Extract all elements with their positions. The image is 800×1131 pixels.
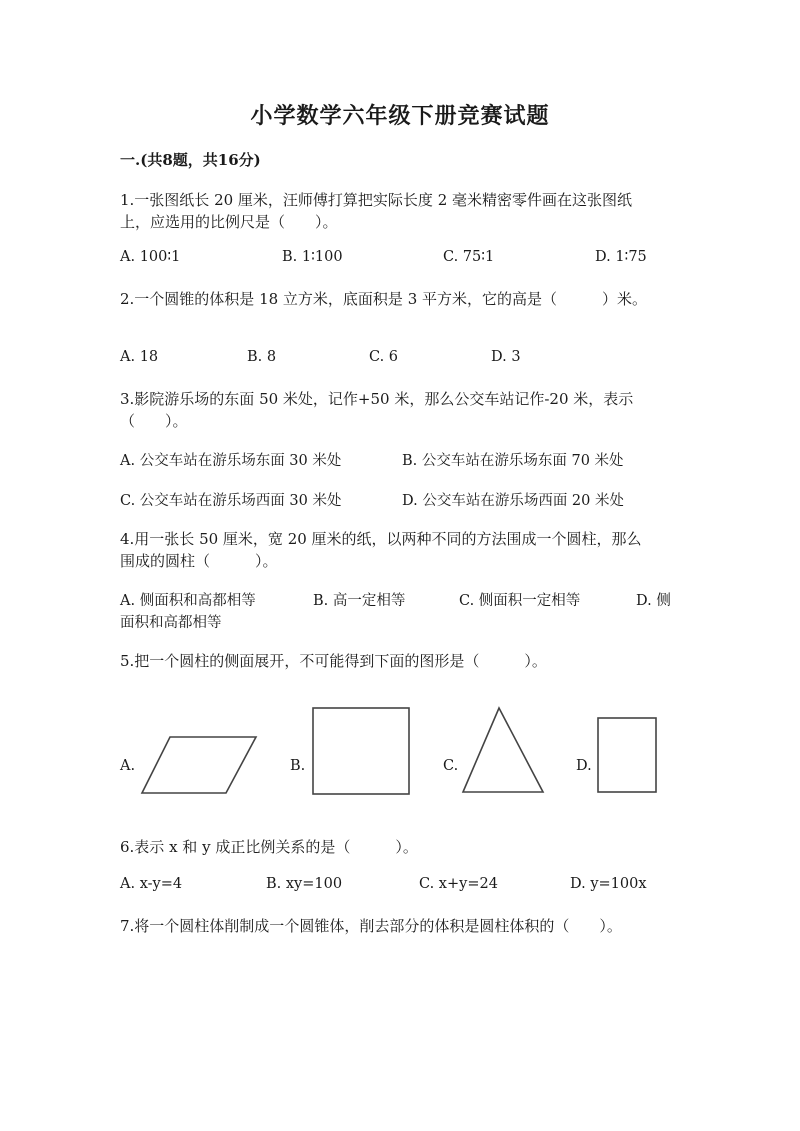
question-3-option-a: A. 公交车站在游乐场东面 30 米处 <box>120 453 342 469</box>
question-1-option-c: C. 75∶1 <box>443 249 495 265</box>
question-3-line-1: 3.影院游乐场的东面 50 米处，记作+50 米，那么公交车站记作-20 米，表示 <box>120 390 634 408</box>
question-3-option-b: B. 公交车站在游乐场东面 70 米处 <box>402 453 624 469</box>
question-5-line-1: 5.把一个圆柱的侧面展开，不可能得到下面的图形是（ ）。 <box>120 652 547 670</box>
section-heading: 一.(共8题，共16分) <box>120 151 261 169</box>
question-6-option-d: D. y=100x <box>570 876 647 892</box>
question-5-option-c: C. <box>443 758 459 774</box>
question-7-line-1: 7.将一个圆柱体削制成一个圆锥体，削去部分的体积是圆柱体积的（ ）。 <box>120 917 622 935</box>
question-1-line-1: 1.一张图纸长 20 厘米，汪师傅打算把实际长度 2 毫米精密零件画在这张图纸 <box>120 191 633 209</box>
question-1-option-a: A. 100∶1 <box>120 249 181 265</box>
question-3-option-c: C. 公交车站在游乐场西面 30 米处 <box>120 493 342 509</box>
question-6-option-b: B. xy=100 <box>266 876 343 892</box>
question-4-line-2: 围成的圆柱（ ）。 <box>120 552 278 570</box>
question-4-option-c: C. 侧面积一定相等 <box>459 593 581 609</box>
question-5-option-d: D. <box>576 758 592 774</box>
parallelogram-figure <box>140 735 260 795</box>
question-5-option-a: A. <box>120 758 136 774</box>
question-1-line-2: 上，应选用的比例尺是（ ）。 <box>120 213 338 231</box>
question-4-option-d: D. 侧 <box>636 593 671 609</box>
question-5-option-b: B. <box>290 758 306 774</box>
question-6-option-c: C. x+y=24 <box>419 876 498 892</box>
question-6-option-a: A. x-y=4 <box>120 876 183 892</box>
question-2-option-a: A. 18 <box>120 349 159 365</box>
triangle-figure <box>461 706 547 796</box>
question-6-line-1: 6.表示 x 和 y 成正比例关系的是（ ）。 <box>120 838 418 856</box>
question-2-option-b: B. 8 <box>247 349 277 365</box>
question-4-option-b: B. 高一定相等 <box>313 593 406 609</box>
question-2-option-c: C. 6 <box>369 349 399 365</box>
square-figure <box>311 706 411 796</box>
question-1-option-d: D. 1∶75 <box>595 249 647 265</box>
rectangle-figure <box>596 716 658 794</box>
question-2-line-1: 2.一个圆锥的体积是 18 立方米，底面积是 3 平方米，它的高是（ ）米。 <box>120 290 648 308</box>
question-4-line-1: 4.用一张长 50 厘米，宽 20 厘米的纸，以两种不同的方法围成一个圆柱，那么 <box>120 530 642 548</box>
page-title: 小学数学六年级下册竞赛试题 <box>250 103 550 129</box>
question-4-option-d-continued: 面积和高都相等 <box>120 615 222 631</box>
question-3-option-d: D. 公交车站在游乐场西面 20 米处 <box>402 493 624 509</box>
question-4-option-a: A. 侧面积和高都相等 <box>120 593 256 609</box>
question-3-line-2: （ ）。 <box>120 412 188 430</box>
question-1-option-b: B. 1∶100 <box>282 249 343 265</box>
question-2-option-d: D. 3 <box>491 349 521 365</box>
